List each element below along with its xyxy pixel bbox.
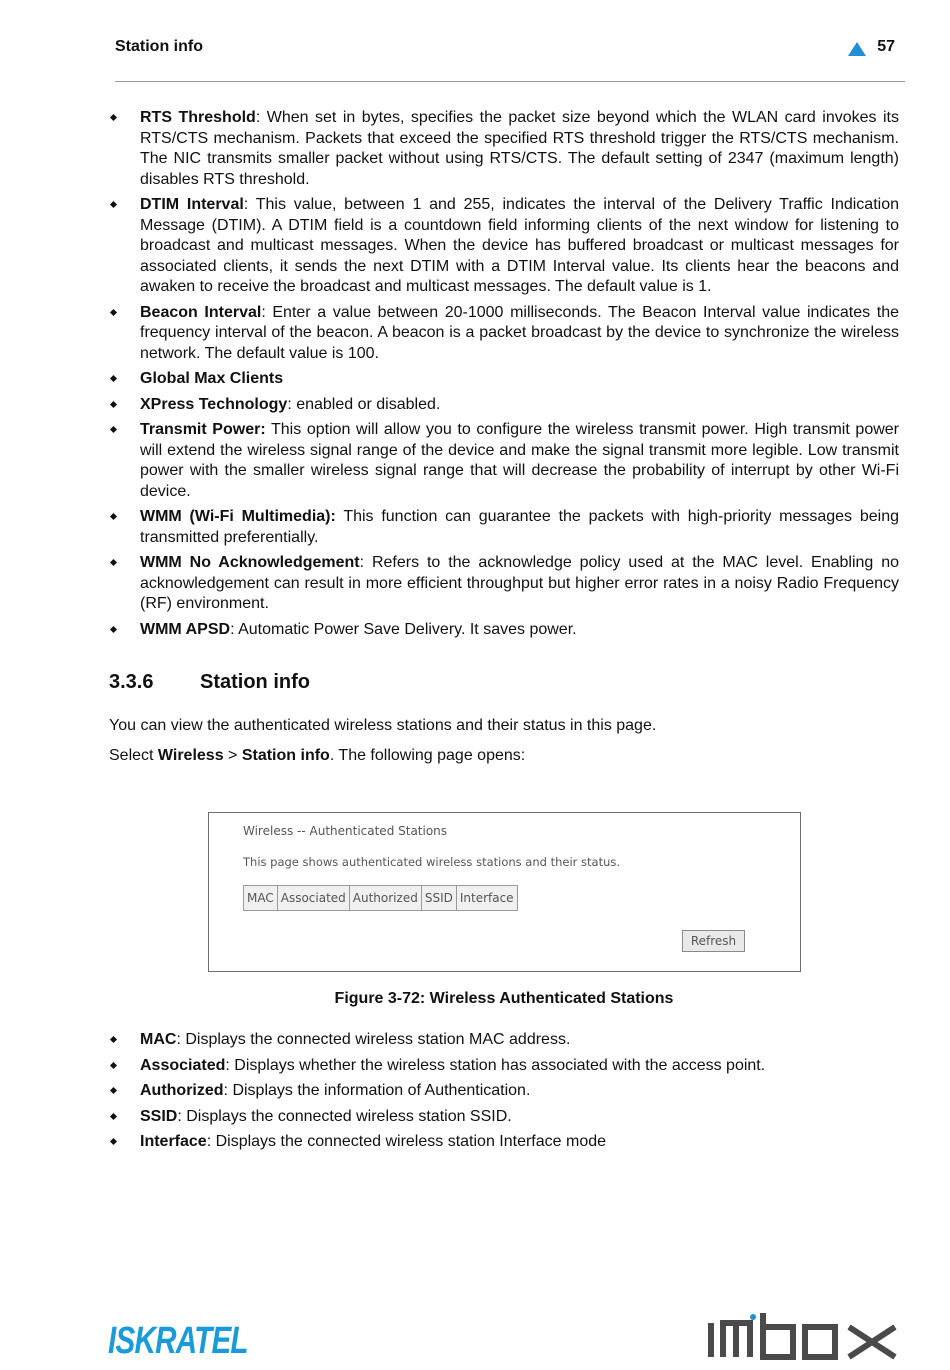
list-item: WMM No Acknowledgement: Refers to the acknowledge policy used at the MAC level. Enabling no acknowledgement can result in more efficient throughput but higher error rates in a noisy Radio Frequency (RF) environment.: [109, 553, 899, 615]
settings-list: [109, 108, 899, 640]
column-list: [109, 1030, 899, 1153]
page-header: [115, 38, 895, 60]
list-item: Associated: Displays whether the wireless station has associated with the access point.: [109, 1056, 899, 1077]
bullet-icon: [110, 426, 117, 433]
list-item: WMM APSD: Automatic Power Save Delivery. It saves power.: [109, 620, 899, 641]
list-item: Beacon Interval: Enter a value between 20-1000 milliseconds. The Beacon Interval value indicates the frequency interval of the beacon. A beacon is a packet broadcast by the device to synchronize the wireless network. The default value is 100.: [109, 303, 899, 365]
table-header-row: [244, 886, 518, 911]
bullet-icon: [110, 1138, 117, 1145]
bullet-icon: [110, 625, 117, 632]
bullet-icon: [110, 559, 117, 566]
column-ssid: SSID: [421, 886, 456, 911]
bullet-icon: [110, 1112, 117, 1119]
column-interface: Interface: [456, 886, 517, 911]
list-item: Interface: Displays the connected wireless station Interface mode: [109, 1132, 899, 1153]
stations-table: [243, 885, 518, 911]
bullet-icon: [110, 201, 117, 208]
figure-caption: Figure 3-72: Wireless Authenticated Stations: [334, 990, 674, 1007]
iskratel-logo: ISKRATEL: [108, 1320, 248, 1362]
list-item: XPress Technology: enabled or disabled.: [109, 395, 899, 416]
column-associated: Associated: [277, 886, 349, 911]
header-divider: [115, 81, 905, 82]
bullet-icon: [110, 308, 117, 315]
intro-paragraph: You can view the authenticated wireless stations and their status in this page.: [109, 717, 657, 734]
figure-description: This page shows authenticated wireless stations and their status.: [243, 855, 621, 869]
list-item: DTIM Interval: This value, between 1 and 255, indicates the interval of the Delivery Traffic Indication Message (DTIM). A DTIM field is a countdown field informing clients of the next window for listening to broadcast and multicast messages. When the device has buffered broadcast or multicast messages for associated clients, it sends the next DTIM with a DTIM Interval value. Its clients hear the beacons and awaken to receive the broadcast and multicast messages. The default value is 1.: [109, 195, 899, 298]
main-content: [109, 108, 899, 766]
list-item: Authorized: Displays the information of Authentication.: [109, 1081, 899, 1102]
column-descriptions: [109, 1030, 899, 1158]
list-item: MAC: Displays the connected wireless station MAC address.: [109, 1030, 899, 1051]
section-title: Station info: [200, 671, 310, 693]
header-title: Station info: [115, 38, 203, 55]
list-item: Transmit Power: This option will allow you to configure the wireless transmit power. High transmit power will extend the wireless signal range of the device and make the signal transmit more legible. Low transmit power with the smaller wireless signal range that will decrease the probability of interrupt by other Wi-Fi device.: [109, 420, 899, 502]
list-item: WMM (Wi-Fi Multimedia): This function can guarantee the packets with high-priority messages being transmitted preferentially.: [109, 507, 899, 548]
page-number: 57: [877, 38, 895, 55]
imbox-logo: [705, 1313, 900, 1361]
section-number: 3.3.6: [109, 671, 154, 693]
bullet-icon: [110, 1036, 117, 1043]
bullet-icon: [110, 375, 117, 382]
column-mac: MAC: [244, 886, 278, 911]
menu-path-wireless: Wireless: [157, 747, 224, 764]
figure-page-title: Wireless -- Authenticated Stations: [243, 824, 448, 838]
list-item: RTS Threshold: When set in bytes, specifies the packet size beyond which the WLAN card invokes its RTS/CTS mechanism. Packets that exceed the specified RTS threshold trigger the RTS/CTS mechanism. The NIC transmits smaller packet without using RTS/CTS. The default setting of 2347 (maximum length) disables RTS threshold.: [109, 108, 899, 190]
column-authorized: Authorized: [349, 886, 421, 911]
list-item: Global Max Clients: [109, 369, 899, 390]
select-instruction: Select Wireless > Station info. The following page opens:: [109, 747, 526, 764]
bullet-icon: [110, 1087, 117, 1094]
refresh-button[interactable]: Refresh: [682, 930, 745, 952]
section-heading: [109, 671, 899, 699]
triangle-up-icon: [848, 42, 866, 56]
bullet-icon: [110, 114, 117, 121]
bullet-icon: [110, 513, 117, 520]
bullet-icon: [110, 1061, 117, 1068]
menu-path-station-info: Station info: [241, 747, 330, 764]
list-item: SSID: Displays the connected wireless station SSID.: [109, 1107, 899, 1128]
figure-screenshot: [208, 812, 801, 972]
bullet-icon: [110, 400, 117, 407]
